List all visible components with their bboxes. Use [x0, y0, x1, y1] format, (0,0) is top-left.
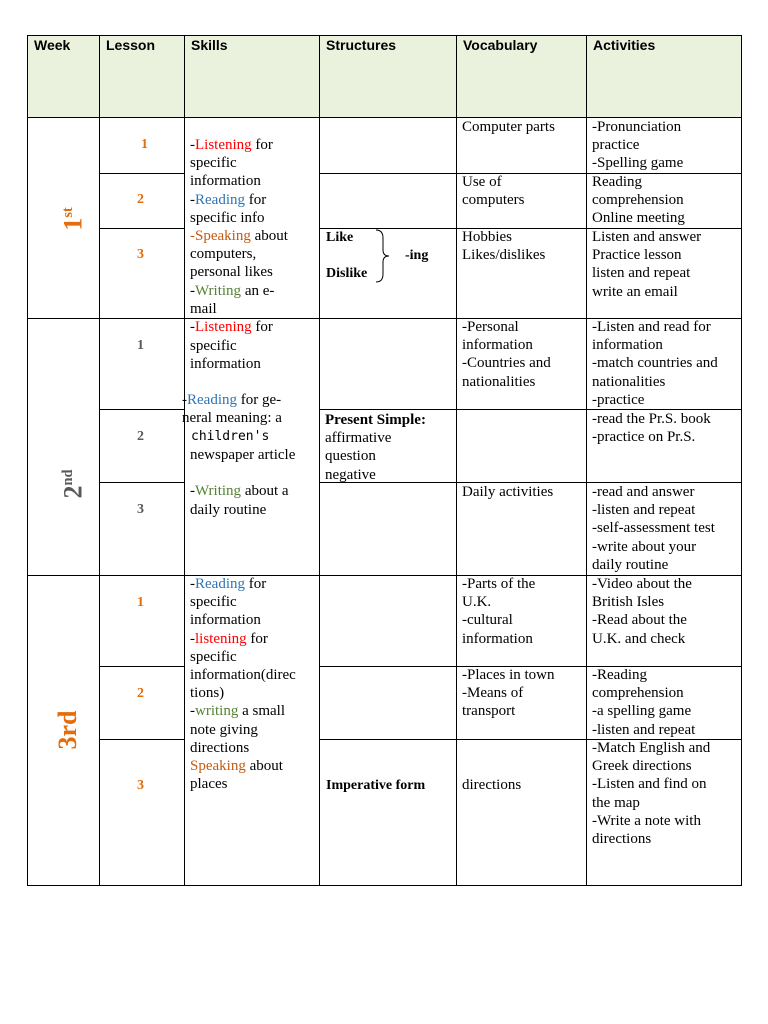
- row-divider: [99, 228, 184, 229]
- skill-line: specific: [190, 338, 237, 354]
- skill-line: specific info: [190, 209, 265, 226]
- table-border-left: [27, 35, 28, 886]
- column-divider: [456, 35, 457, 886]
- vocab-line: -Places in town: [462, 667, 555, 683]
- activities-cell: [592, 666, 695, 739]
- header-skills: Skills: [191, 37, 228, 53]
- skill-line: children's: [191, 429, 270, 444]
- row-divider: [99, 482, 184, 483]
- activity-line: comprehension: [592, 685, 684, 702]
- week-label-1st: 1st: [58, 207, 88, 231]
- vocab-line: -Personal: [462, 319, 519, 335]
- skill-line: information: [190, 356, 261, 372]
- activity-line: listen and repeat: [592, 265, 691, 282]
- activities-cell: [592, 318, 718, 409]
- skill-line: Speaking about: [190, 758, 283, 775]
- vocabulary-cell: [462, 575, 535, 648]
- activity-line: nationalities: [592, 373, 666, 390]
- activity-line: Reading: [592, 174, 642, 190]
- activities-cell: [592, 118, 683, 173]
- skill-line: -listening for: [190, 630, 268, 647]
- header-structures: Structures: [326, 37, 397, 53]
- structure-line: negative: [325, 466, 376, 483]
- lesson-number: 3: [137, 502, 144, 517]
- vocab-line: Likes/dislikes: [462, 247, 546, 264]
- vocab-line: Daily activities: [462, 484, 554, 500]
- skill-line: information: [190, 612, 261, 629]
- skill-line: -Listening for: [190, 319, 273, 335]
- vocab-line: -Countries and: [462, 355, 551, 372]
- vocabulary-cell: [462, 776, 521, 794]
- vocabulary-cell: [462, 173, 524, 209]
- table-border-right: [741, 35, 742, 886]
- structure-line: question: [325, 448, 376, 465]
- lesson-number: 1: [141, 137, 148, 152]
- activity-line: daily routine: [592, 556, 669, 573]
- activity-line: -practice on Pr.S.: [592, 429, 696, 446]
- skill-line: computers,: [190, 246, 257, 263]
- structure-title: Present Simple:: [325, 412, 426, 428]
- structures-cell: [325, 411, 426, 484]
- vocab-line: Computer parts: [462, 119, 555, 135]
- vocabulary-cell: [462, 318, 551, 391]
- activity-line: Listen and answer: [592, 229, 702, 245]
- activities-cell: [592, 739, 710, 848]
- activities-cell: [592, 575, 692, 648]
- skill-line: newspaper article: [190, 447, 296, 463]
- activities-cell: [592, 228, 701, 301]
- row-divider: [99, 409, 184, 410]
- row-divider: [99, 739, 184, 740]
- right-brace: [374, 228, 394, 284]
- column-divider: [184, 35, 185, 886]
- activities-cell: [592, 173, 685, 228]
- activity-line: -Listen and find on: [592, 776, 707, 793]
- skill-line: directions: [190, 739, 250, 756]
- skill-line: specific: [190, 648, 237, 665]
- table-border-bottom: [27, 885, 742, 886]
- vocab-line: transport: [462, 703, 516, 720]
- column-divider: [586, 35, 587, 886]
- activity-line: the map: [592, 794, 640, 811]
- header-activities: Activities: [593, 37, 656, 53]
- skill-line: tions): [190, 685, 225, 702]
- activity-line: British Isles: [592, 594, 665, 611]
- header-lesson: Lesson: [106, 37, 156, 53]
- vocab-line: -Means of: [462, 685, 524, 702]
- activity-line: practice: [592, 137, 640, 154]
- activities-cell: [592, 483, 715, 574]
- skill-line: -Speaking about: [190, 228, 288, 245]
- vocab-line: computers: [462, 192, 525, 209]
- activity-line: write an email: [592, 283, 678, 300]
- structure-dislike: Dislike: [326, 266, 368, 281]
- skill-line: places: [190, 776, 228, 793]
- vocabulary-cell: [462, 228, 545, 264]
- activities-cell: [592, 410, 711, 446]
- skill-line: specific: [190, 155, 237, 172]
- activity-line: -Video about the: [592, 576, 692, 592]
- activity-line: Practice lesson: [592, 247, 682, 264]
- header-vocabulary: Vocabulary: [463, 37, 538, 53]
- lesson-number: 3: [137, 778, 144, 793]
- lesson-number: 2: [137, 192, 144, 207]
- vocabulary-cell: [462, 666, 554, 721]
- vocabulary-cell: [462, 118, 555, 136]
- activity-line: U.K. and check: [592, 630, 686, 647]
- vocab-line: -cultural: [462, 612, 513, 629]
- skill-line: -Reading for ge-: [182, 392, 282, 408]
- activity-line: -match countries and: [592, 355, 718, 372]
- structure-like: Like: [326, 230, 354, 245]
- skill-line: neral meaning: a: [182, 410, 282, 426]
- activity-line: -Match English and: [592, 740, 711, 756]
- lesson-number: 2: [137, 686, 144, 701]
- activity-line: -Write a note with: [592, 812, 701, 829]
- structure-imperative: Imperative form: [326, 778, 426, 793]
- activity-line: -self-assessment test: [592, 520, 715, 537]
- vocab-line: Use of: [462, 174, 502, 190]
- vocab-line: Hobbies: [462, 229, 512, 245]
- lesson-number: 2: [137, 429, 144, 444]
- skill-line: note giving: [190, 721, 258, 738]
- week-label-2nd: 2nd: [58, 469, 88, 499]
- vocabulary-cell: [462, 483, 553, 501]
- vocab-line: nationalities: [462, 373, 536, 390]
- header-week: Week: [34, 37, 71, 53]
- skill-line: information(direc: [190, 667, 296, 684]
- skills-cell-week3: [190, 575, 296, 793]
- column-divider: [99, 35, 100, 886]
- row-divider: [99, 173, 184, 174]
- activity-line: comprehension: [592, 192, 684, 209]
- skill-line: -writing a small: [190, 703, 285, 720]
- activity-line: -practice: [592, 391, 645, 408]
- skill-line: specific: [190, 594, 237, 611]
- activity-line: -write about your: [592, 538, 697, 555]
- activity-line: -read and answer: [592, 484, 695, 500]
- activity-line: -Read about the: [592, 612, 687, 629]
- skill-line: information: [190, 173, 261, 190]
- vocab-line: U.K.: [462, 594, 492, 611]
- activity-line: -Reading: [592, 667, 647, 683]
- activity-line: -Pronunciation: [592, 119, 682, 135]
- activity-line: -Listen and read for: [592, 319, 711, 335]
- lesson-number: 3: [137, 247, 144, 262]
- activity-line: -listen and repeat: [592, 502, 696, 519]
- skill-line: -Reading for: [190, 576, 267, 592]
- activity-line: directions: [592, 831, 652, 848]
- row-divider: [99, 666, 184, 667]
- activity-line: Greek directions: [592, 758, 692, 775]
- activity-line: -listen and repeat: [592, 721, 696, 738]
- vocab-line: -Parts of the: [462, 576, 536, 592]
- table-border-top: [27, 35, 742, 36]
- activity-line: -Spelling game: [592, 155, 684, 172]
- activity-line: -a spelling game: [592, 703, 692, 720]
- lesson-number: 1: [137, 338, 144, 353]
- structure-ing: -ing: [405, 248, 429, 263]
- skill-line: personal likes: [190, 264, 273, 281]
- activity-line: -read the Pr.S. book: [592, 411, 711, 427]
- skill-line: -Writing an e-: [190, 282, 275, 299]
- lesson-number: 1: [137, 595, 144, 610]
- skill-line: -Reading for: [190, 191, 267, 208]
- skills-cell-week1: [190, 136, 288, 318]
- week-label-3rd: 3rd: [53, 710, 82, 750]
- vocab-line: directions: [462, 777, 522, 793]
- vocab-line: information: [462, 337, 533, 354]
- activity-line: information: [592, 337, 663, 354]
- vocab-line: information: [462, 630, 533, 647]
- structure-line: affirmative: [325, 430, 392, 447]
- activity-line: Online meeting: [592, 210, 685, 227]
- skill-line: daily routine: [190, 502, 267, 518]
- skill-line: -Writing about a: [190, 483, 289, 499]
- skill-line: mail: [190, 300, 217, 317]
- skill-line: -Listening for: [190, 137, 273, 153]
- column-divider: [319, 35, 320, 886]
